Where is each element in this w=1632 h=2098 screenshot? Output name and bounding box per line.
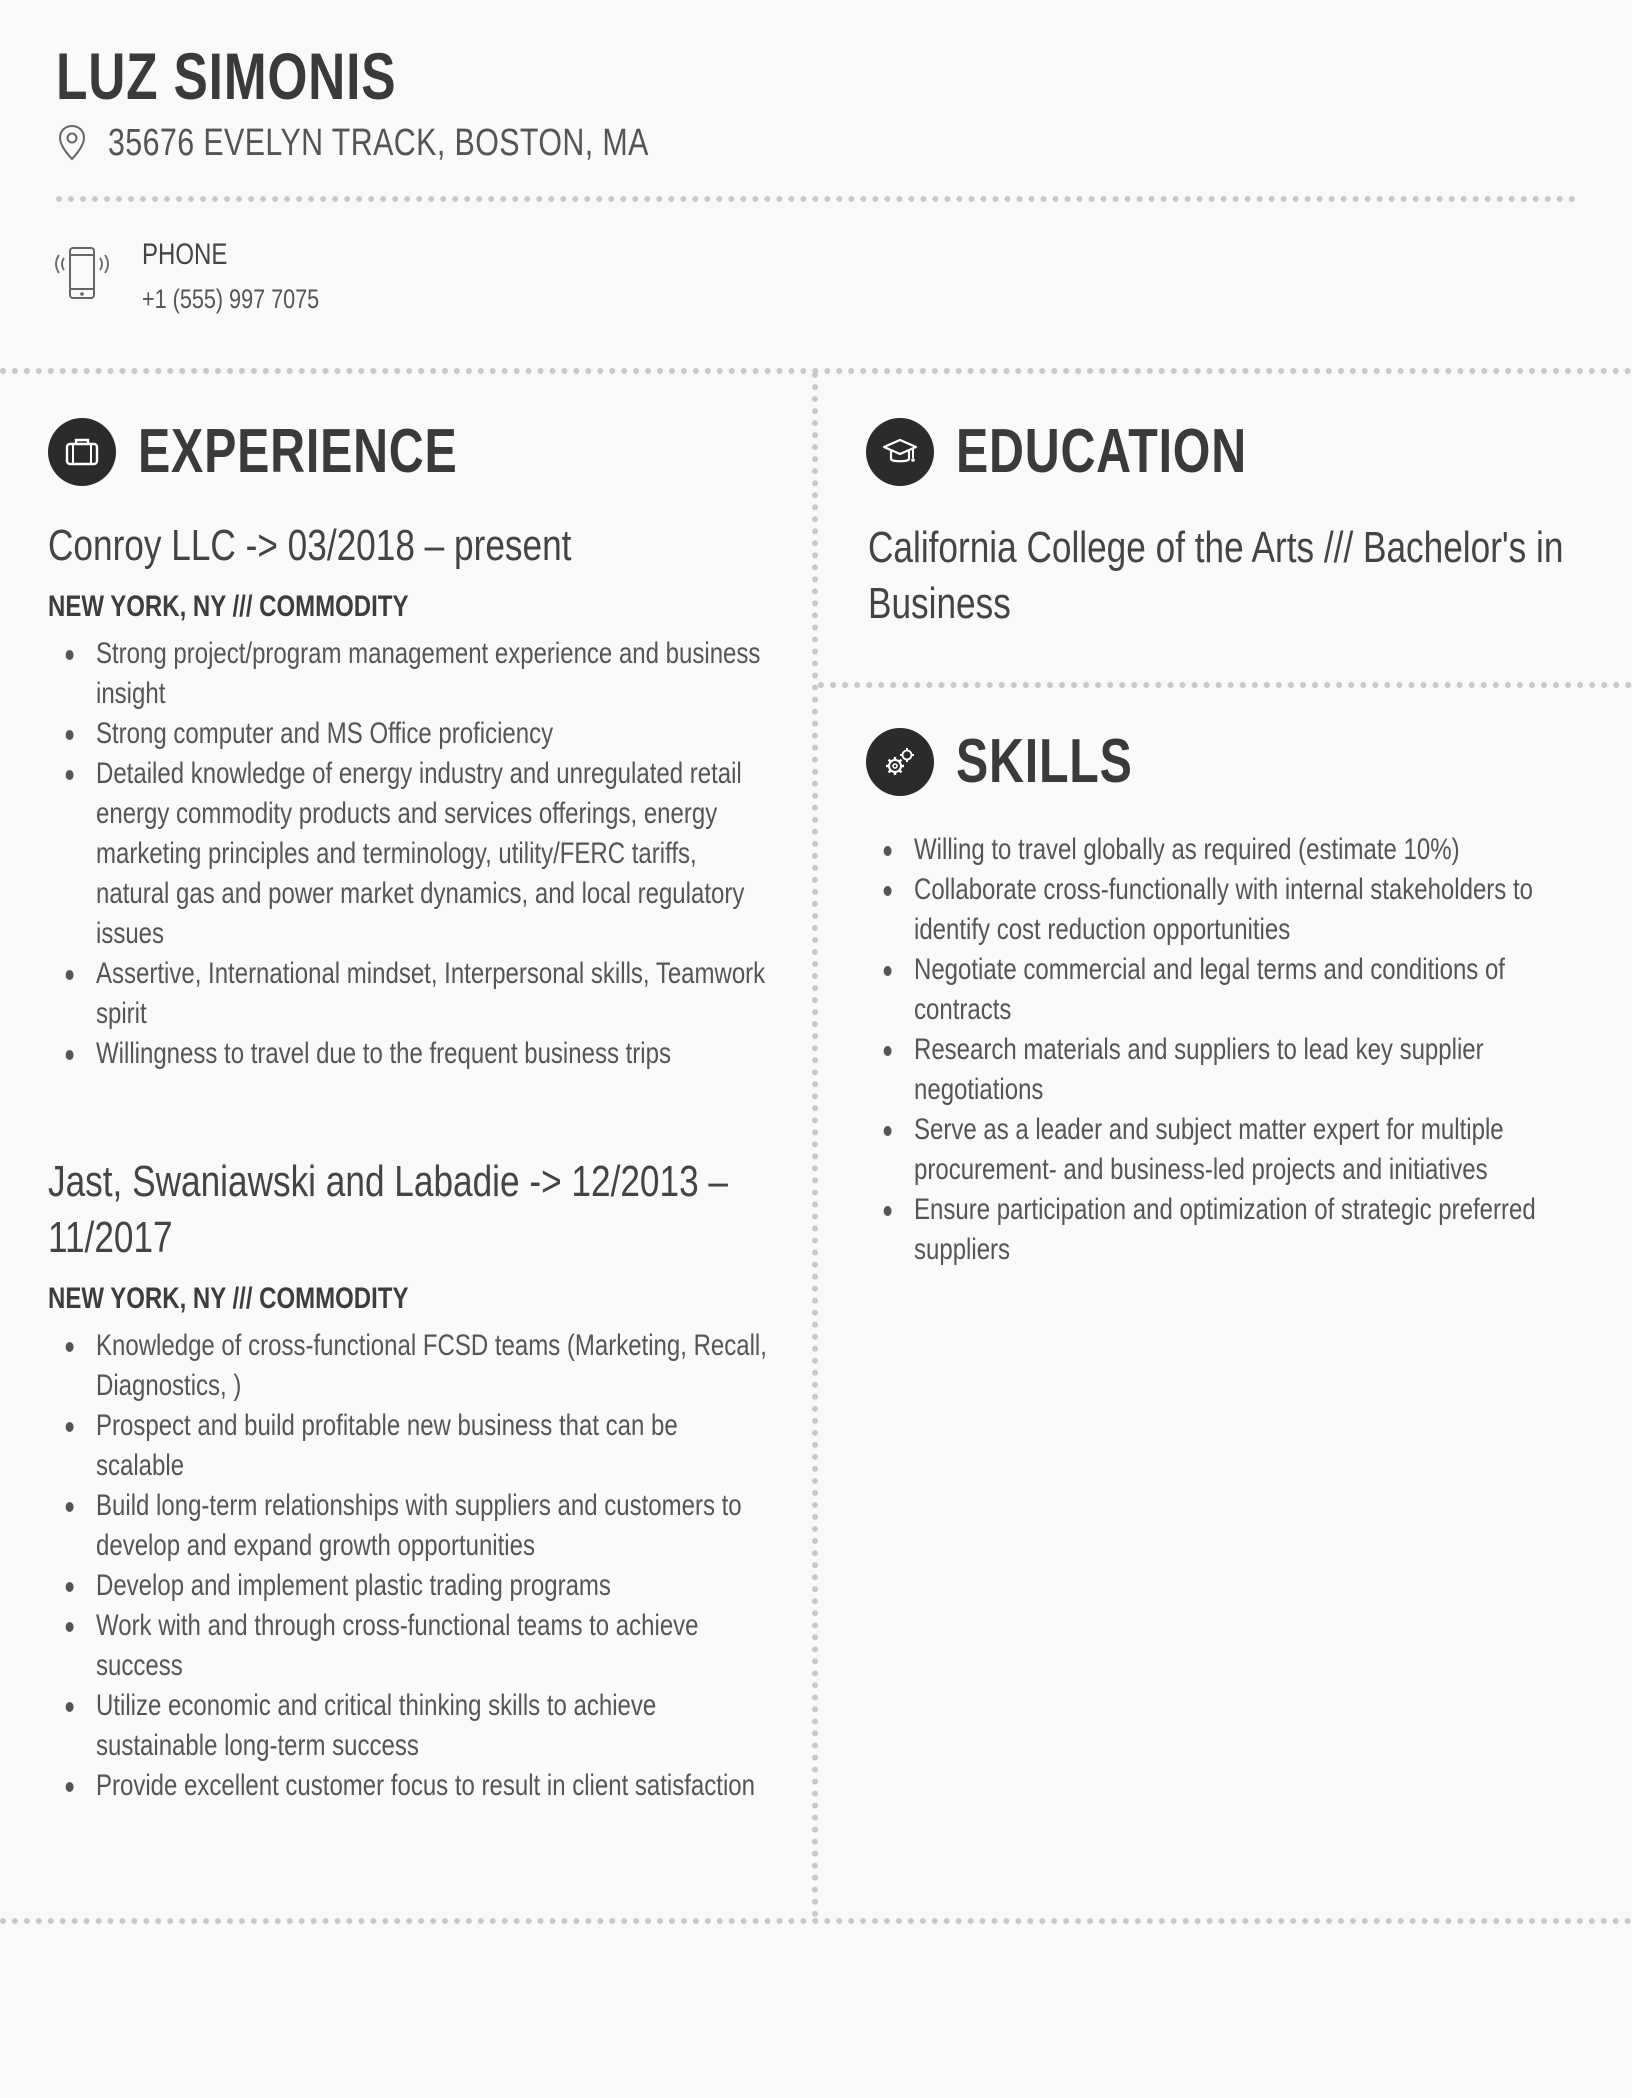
list-item: Research materials and suppliers to lead key supplier negotiations	[866, 1030, 1586, 1110]
job-entry	[48, 1154, 788, 1806]
experience-title: EXPERIENCE	[138, 417, 458, 486]
job-location-industry: NEW YORK, NY /// COMMODITY	[48, 1282, 409, 1315]
skills-header	[866, 726, 1182, 797]
job-entry	[48, 518, 788, 1074]
list-item: Collaborate cross-functionally with internal stakeholders to identify cost reduction opportunities	[866, 870, 1586, 950]
skills-title: SKILLS	[956, 727, 1133, 796]
list-item: Detailed knowledge of energy industry and unregulated retail energy commodity products and services offerings, energy marketing principles and terminology, utility/FERC tariffs, natural gas and power market dynamics, and local regulatory issues	[48, 754, 768, 954]
list-item: Provide excellent customer focus to result in client satisfaction	[48, 1766, 768, 1806]
list-item: Build long-term relationships with suppliers and customers to develop and expand growth opportunities	[48, 1486, 768, 1566]
education-title: EDUCATION	[956, 417, 1247, 486]
header-divider	[56, 196, 1576, 202]
right-column-divider	[818, 682, 1632, 688]
bottom-divider	[0, 1918, 1632, 1924]
job-bullets	[48, 634, 768, 1074]
list-item: Knowledge of cross-functional FCSD teams (Marketing, Recall, Diagnostics, )	[48, 1326, 768, 1406]
list-item: Develop and implement plastic trading programs	[48, 1566, 768, 1606]
graduation-cap-icon	[880, 432, 920, 472]
education-header	[866, 416, 1329, 487]
list-item: Strong project/program management experience and business insight	[48, 634, 768, 714]
location-pin-icon	[56, 123, 88, 163]
experience-badge	[48, 418, 116, 486]
education-degree: California College of the Arts /// Bachelor's in Business	[868, 523, 1564, 628]
job-title: Conroy LLC -> 03/2018 – present	[48, 521, 572, 570]
list-item: Utilize economic and critical thinking skills to achieve sustainable long-term success	[48, 1686, 768, 1766]
list-item: Prospect and build profitable new business that can be scalable	[48, 1406, 768, 1486]
job-title: Jast, Swaniawski and Labadie -> 12/2013 – 11/2017	[48, 1157, 729, 1262]
skills-badge	[866, 728, 934, 796]
mobile-phone-icon	[52, 244, 112, 304]
education-entry	[868, 520, 1588, 632]
list-item: Willing to travel globally as required (estimate 10%)	[866, 830, 1586, 870]
experience-header	[48, 416, 548, 487]
address-line	[56, 118, 784, 168]
list-item: Assertive, International mindset, Interpersonal skills, Teamwork spirit	[48, 954, 768, 1034]
phone-block	[52, 238, 363, 315]
column-divider	[812, 372, 818, 1918]
list-item: Work with and through cross-functional teams to achieve success	[48, 1606, 768, 1686]
list-item: Serve as a leader and subject matter expert for multiple procurement- and business-led projects and initiatives	[866, 1110, 1586, 1190]
phone-value: +1 (555) 997 7075	[142, 284, 320, 314]
briefcase-icon	[62, 432, 102, 472]
gears-icon	[880, 742, 920, 782]
job-bullets	[48, 1326, 768, 1806]
skills-bullets	[866, 830, 1586, 1270]
address-text: 35676 EVELYN TRACK, BOSTON, MA	[108, 121, 649, 164]
phone-label: PHONE	[142, 238, 228, 271]
job-location-industry: NEW YORK, NY /// COMMODITY	[48, 590, 409, 623]
list-item: Ensure participation and optimization of strategic preferred suppliers	[866, 1190, 1586, 1270]
candidate-name: LUZ SIMONIS	[56, 39, 397, 113]
list-item: Willingness to travel due to the frequent business trips	[48, 1034, 768, 1074]
education-badge	[866, 418, 934, 486]
list-item: Strong computer and MS Office proficiency	[48, 714, 768, 754]
list-item: Negotiate commercial and legal terms and conditions of contracts	[866, 950, 1586, 1030]
skills-list	[866, 830, 1606, 1270]
